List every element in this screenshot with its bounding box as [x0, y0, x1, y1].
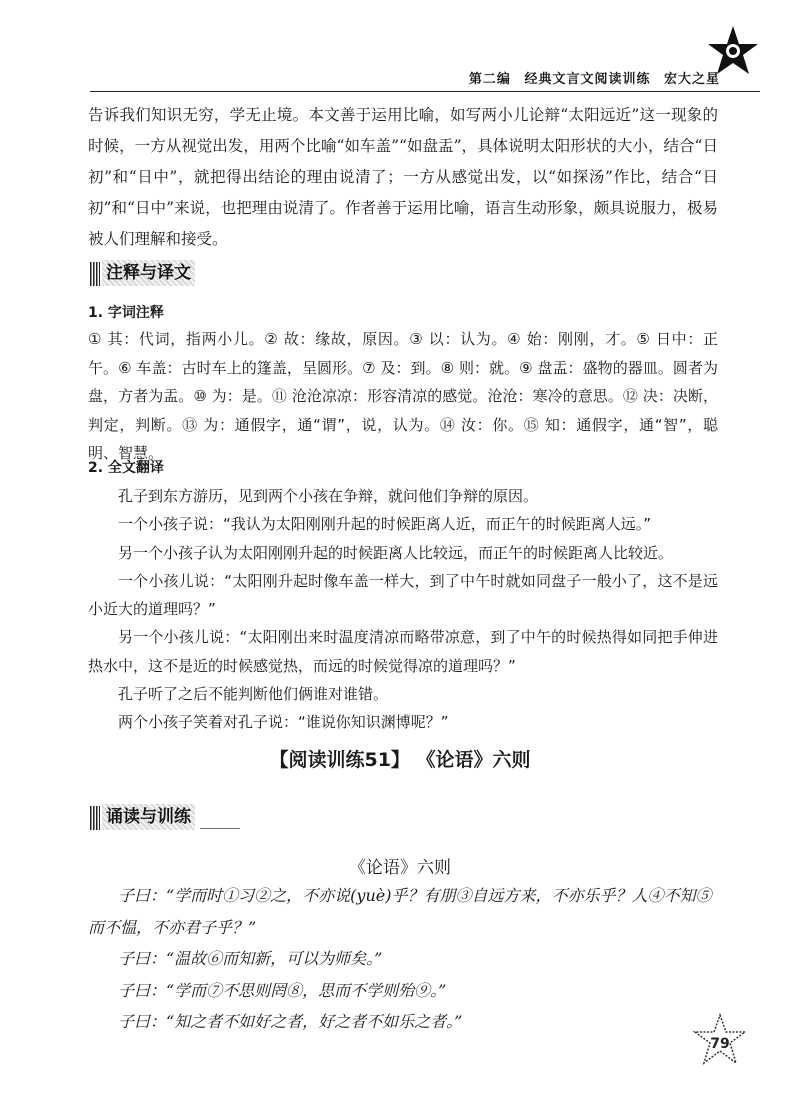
page-header — [90, 58, 760, 92]
page-number-star-icon — [692, 1012, 748, 1068]
section-heading-notes — [90, 260, 720, 286]
word-notes-text: ① 其：代词，指两小儿。② 故：缘故，原因。③ 以：认为。④ 始：刚刚，才。⑤ 日中：正午。⑥ 车盖：古时车上的篷盖，呈圆形。⑦ 及：到。⑧ 则：就。⑨ 盘盂：盛物的器皿。圆者为盘，方者为盂。⑩ 为：是。⑪ 沧沧凉凉：形容清凉的感觉。沧沧：寒冷的意思。⑫ 决：决断，判定，判断。⑬ 为：通假字，通“谓”，说，认为。⑭ 汝：你。⑮ 知：通假字，通“智”，聪明、智慧。 — [88, 330, 718, 462]
translation-paragraph: 一个小孩子说：“我认为太阳刚刚升起的时候距离人近，而正午的时候距离人远。” — [118, 515, 652, 534]
intro-paragraph: 告诉我们知识无穷，学无止境。本文善于运用比喻，如写两小儿论辩“太阳远近”这一现象的时候，一方从视觉出发，用两个比喻“如车盖”“如盘盂”，具体说明太阳形状的大小，结合“日初”和“日中”，就把得出结论的理由说清了；一方从感觉出发，以“如探汤”作比，结合“日初”和“日中”来说，也把理由说清了。作者善于运用比喻，语言生动形象，颇具说服力，极易被人们理解和接受。 — [88, 106, 718, 248]
translation-paragraph: 另一个小孩子认为太阳刚刚升起的时候距离人比较远，而正午的时候距离人比较近。 — [118, 543, 674, 562]
poem-title: 《论语》六则 — [349, 858, 451, 878]
section-underline — [200, 828, 240, 829]
header-part: 第二编 — [468, 72, 511, 87]
poem-line: 子曰：“温故⑥而知新，可以为师矣。” — [118, 949, 383, 968]
poem-line: 子曰：“知之者不如好之者，好之者不如乐之者。” — [118, 1012, 463, 1031]
lesson-title: 【阅读训练51】 《论语》六则 — [269, 749, 531, 771]
poem-body — [88, 880, 718, 1038]
translation-paragraph: 另一个小孩儿说：“太阳刚出来时温度清凉而略带凉意，到了中午的时候热得如同把手伸进热水中，这不是近的时候感觉热，而远的时候觉得凉的道理吗？” — [88, 628, 718, 675]
word-notes-title: 1. 字词注释 — [88, 305, 164, 321]
section-bar-icon — [90, 262, 100, 286]
translation-paragraph: 两个小孩子笑着对孔子说：“谁说你知识渊博呢？” — [118, 713, 449, 732]
section-heading-label: 诵读与训练 — [102, 804, 195, 830]
header-rule — [90, 91, 760, 92]
header-title: 经典文言文阅读训练 — [524, 72, 651, 87]
section-heading-label: 注释与译文 — [102, 260, 195, 286]
header-text — [461, 68, 720, 87]
page-number: 79 — [710, 1036, 730, 1052]
translation-paragraph: 孔子听了之后不能判断他们俩谁对谁错。 — [118, 685, 389, 704]
translation-body — [88, 482, 718, 737]
poem-line: 子曰：“学而⑦不思则罔⑧，思而不学则殆⑨。” — [118, 980, 447, 1000]
section-heading-reading — [90, 804, 250, 830]
translation-paragraph: 孔子到东方游历，见到两个小孩在争辩，就问他们争辩的原因。 — [118, 487, 539, 505]
header-brand: 宏大之星 — [663, 72, 720, 87]
star-logo-icon — [706, 24, 760, 78]
translation-title: 2. 全文翻译 — [88, 460, 164, 476]
section-bar-icon — [90, 806, 100, 830]
poem-line: 子曰：“学而时①习②之，不亦说(yuè)乎？有朋③自远方来，不亦乐乎？人④不知⑤而不愠，不亦君子乎？” — [88, 886, 712, 937]
translation-paragraph: 一个小孩儿说：“太阳刚升起时像车盖一样大，到了中午时就如同盘子一般小了，这不是远小近大的道理吗？” — [88, 571, 718, 619]
